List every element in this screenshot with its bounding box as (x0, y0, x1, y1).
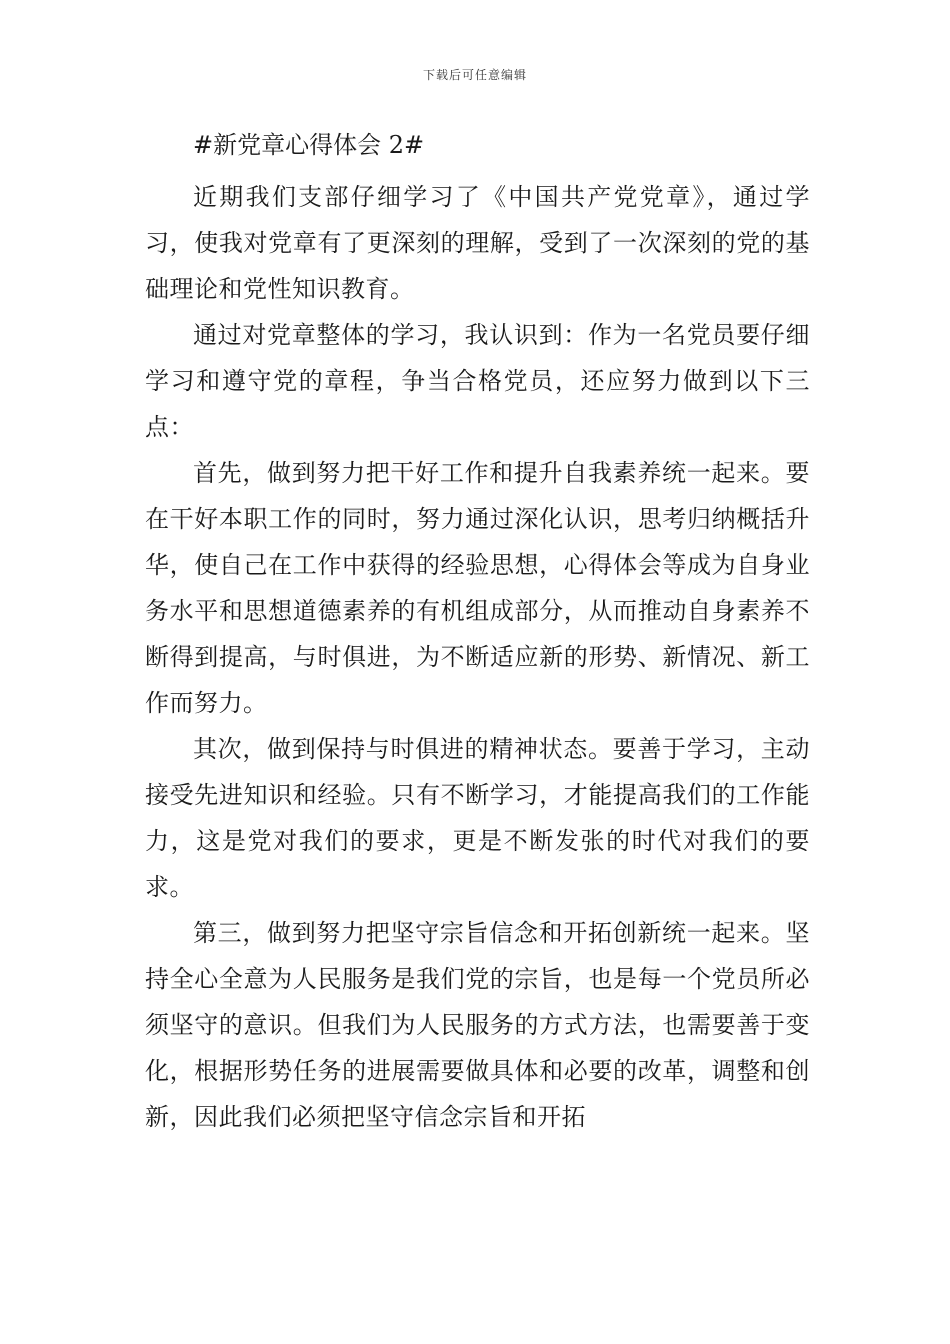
page-header-note: 下载后可任意编辑 (422, 68, 527, 82)
paragraph-overview: 通过对党章整体的学习，我认识到：作为一名党员要仔细学习和遵守党的章程，争当合格党员，还应努力做到以下三点： (145, 321, 810, 441)
paragraph-second-point: 其次，做到保持与时俱进的精神状态。要善于学习，主动接受先进知识和经验。只有不断学习，才能提高我们的工作能力，这是党对我们的要求，更是不断发张的时代对我们的要求。 (145, 735, 810, 901)
paragraph-first-point: 首先，做到努力把干好工作和提升自我素养统一起来。要在干好本职工作的同时，努力通过深化认识，思考归纳概括升华，使自己在工作中获得的经验思想，心得体会等成为自身业务水平和思想道德素养的有机组成部分，从而推动自身素养不断得到提高，与时俱进，为不断适应新的形势、新情况、新工作而努力。 (145, 459, 810, 717)
document-body (145, 128, 810, 1140)
paragraph-intro: 近期我们支部仔细学习了《中国共产党党章》，通过学习，使我对党章有了更深刻的理解，受到了一次深刻的党的基础理论和党性知识教育。 (145, 183, 810, 303)
paragraph-third-point: 第三，做到努力把坚守宗旨信念和开拓创新统一起来。坚持全心全意为人民服务是我们党的宗旨，也是每一个党员所必须坚守的意识。但我们为人民服务的方式方法，也需要善于变化，根据形势任务的进展需要做具体和必要的改革，调整和创新，因此我们必须把坚守信念宗旨和开拓 (145, 919, 810, 1131)
document-title: #新党章心得体会 2# (193, 131, 425, 159)
